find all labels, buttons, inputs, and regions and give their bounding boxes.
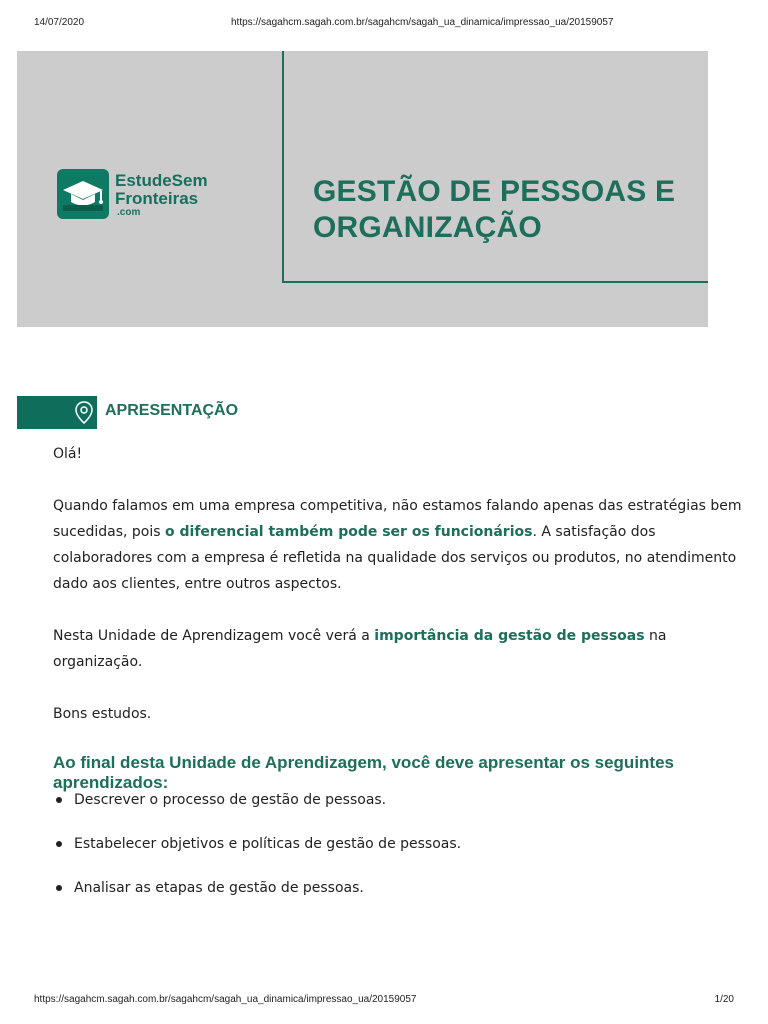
section-marker [17, 396, 97, 429]
goal-text: Estabelecer objetivos e políticas de gestão de pessoas. [74, 836, 462, 852]
logo-wordmark [115, 172, 208, 218]
goal-text: Analisar as etapas de gestão de pessoas. [74, 880, 364, 896]
logo [57, 169, 217, 221]
title-banner [17, 51, 708, 327]
paragraph-2-text-a: Nesta Unidade de Aprendizagem você verá a [53, 628, 375, 644]
paragraph-1 [53, 493, 743, 597]
logo-line3: .com [117, 207, 141, 218]
list-item [53, 831, 743, 875]
goals-heading: Ao final desta Unidade de Aprendizagem, você deve apresentar os seguintes aprendizados: [53, 753, 674, 792]
paragraph-1-text-b: . A satisfação dos colaboradores com a empresa é refletida na qualidade dos serviços ou produtos, no atendimento dado aos clientes, entre outros aspectos. [53, 524, 737, 592]
print-url: https://sagahcm.sagah.com.br/sagahcm/sagah_ua_dinamica/impressao_ua/20159057 [231, 17, 614, 28]
location-pin-icon [73, 400, 95, 426]
page-title: GESTÃO DE PESSOAS E ORGANIZAÇÃO [313, 175, 676, 244]
list-item [53, 787, 743, 831]
closing-text: Bons estudos. [53, 706, 152, 722]
bullet-icon [56, 797, 62, 803]
banner-frame [282, 51, 708, 283]
greeting: Olá! [53, 446, 83, 462]
presentation-content [53, 441, 743, 753]
paragraph-2-text-b: na organização. [53, 628, 667, 670]
paragraph-1-highlight: o diferencial também pode ser os funcionários [165, 524, 533, 540]
paragraph-2 [53, 623, 743, 675]
list-item [53, 875, 743, 919]
goal-text: Descrever o processo de gestão de pessoas. [74, 792, 387, 808]
logo-line2: Fronteiras [115, 189, 199, 208]
paragraph-1-text-a: Quando falamos em uma empresa competitiva, não estamos falando apenas das estratégias bem sucedidas, pois [53, 498, 742, 540]
bullet-icon [56, 885, 62, 891]
page-number: 1/20 [714, 994, 734, 1005]
footer-url: https://sagahcm.sagah.com.br/sagahcm/sagah_ua_dinamica/impressao_ua/20159057 [34, 994, 417, 1005]
print-date: 14/07/2020 [34, 17, 85, 28]
section-title: APRESENTAÇÃO [105, 402, 239, 419]
logo-line1: EstudeSem [115, 171, 208, 190]
bullet-icon [56, 841, 62, 847]
paragraph-2-highlight: importância da gestão de pessoas [374, 628, 645, 644]
goals-list [53, 787, 743, 919]
graduation-cap-icon [57, 169, 109, 219]
